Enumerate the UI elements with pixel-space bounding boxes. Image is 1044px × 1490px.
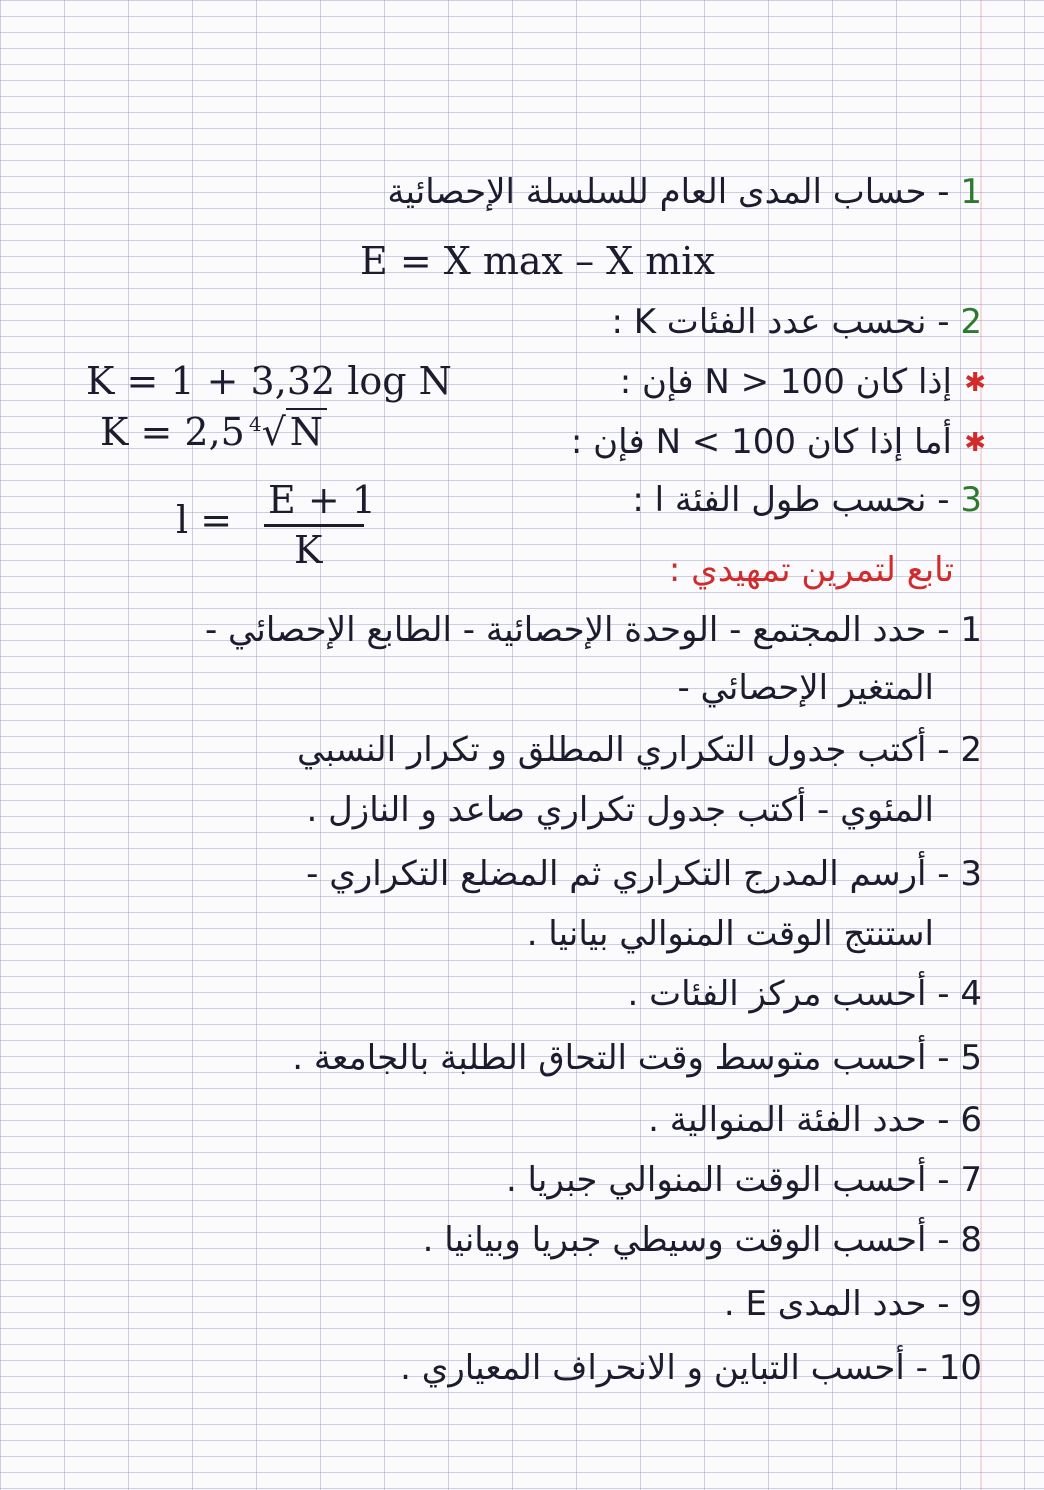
question-text: أحسب متوسط وقت التحاق الطلبة بالجامعة . <box>292 1038 927 1078</box>
heading-3: 3 - نحسب طول الفئة l : <box>632 480 982 520</box>
question-line: 10 - أحسب التباين و الانحراف المعياري . <box>400 1348 982 1388</box>
formula-class-width-lhs: l = <box>176 498 233 542</box>
formula-class-width-denominator: K <box>294 528 323 572</box>
formula-k-sturges: K = 1 + 3,32 log N <box>86 359 452 403</box>
heading-1-number: 1 <box>960 172 982 212</box>
heading-3-number: 3 <box>960 480 982 520</box>
question-text: حدد المجتمع - الوحدة الإحصائية - الطابع الإحصائي - <box>204 610 927 650</box>
question-number: 9 <box>960 1284 982 1324</box>
question-text: أحسب مركز الفئات . <box>627 974 927 1014</box>
question-line: 4 - أحسب مركز الفئات . <box>627 974 982 1014</box>
question-text: استنتج الوقت المنوالي بيانيا . <box>526 914 934 954</box>
formula-k-root: K = 2,5 $^4$√ N <box>100 410 327 454</box>
question-text: أرسم المدرج التكراري ثم المضلع التكراري - <box>306 854 927 894</box>
question-line: 2 - أكتب جدول التكراري المطلق و تكرار النسبي <box>297 730 982 770</box>
question-text: أحسب الوقت وسيطي جبريا وبيانيا . <box>422 1220 927 1260</box>
heading-3-text: نحسب طول الفئة l : <box>632 480 927 520</box>
question-line <box>677 666 934 710</box>
question-text: المئوي - أكتب جدول تكراري صاعد و النازل . <box>306 790 934 830</box>
formula-k-root-index: 4 <box>248 412 262 437</box>
question-line: 9 - حدد المدى E . <box>723 1284 982 1324</box>
heading-2-number: 2 <box>960 302 982 342</box>
condition-1: إذا كان N > 100 فإن : <box>619 362 952 402</box>
question-number: 3 <box>960 854 982 894</box>
question-line: 8 - أحسب الوقت وسيطي جبريا وبيانيا . <box>422 1220 982 1260</box>
question-line: 1 - حدد المجتمع - الوحدة الإحصائية - الطابع الإحصائي - <box>204 610 982 650</box>
formula-class-width-numerator: E + 1 <box>268 478 376 522</box>
question-line: 6 - حدد الفئة المنوالية . <box>648 1100 982 1140</box>
question-line: 5 - أحسب متوسط وقت التحاق الطلبة بالجامعة . <box>292 1038 982 1078</box>
question-number: 8 <box>960 1220 982 1260</box>
condition-2: أما إذا كان N < 100 فإن : <box>570 422 952 462</box>
question-number: 4 <box>960 974 982 1014</box>
question-number: 1 <box>960 610 982 650</box>
question-number: 2 <box>960 730 982 770</box>
heading-2: 2 - نحسب عدد الفئات K : <box>611 302 982 342</box>
heading-1: 1 - حساب المدى العام للسلسلة الإحصائية <box>387 172 982 212</box>
question-number: 5 <box>960 1038 982 1078</box>
question-text: حدد المدى E . <box>723 1284 927 1324</box>
heading-2-text: نحسب عدد الفئات K : <box>611 302 927 342</box>
question-line: 7 - أحسب الوقت المنوالي جبريا . <box>505 1160 982 1200</box>
formula-k-root-radicand: N <box>286 408 327 454</box>
formula-k-root-lhs: K = 2,5 <box>100 410 245 454</box>
question-line <box>527 912 934 956</box>
question-number: 10 <box>938 1348 982 1388</box>
question-text: المتغير الإحصائي - <box>677 668 934 708</box>
question-number: 7 <box>960 1160 982 1200</box>
question-text: حدد الفئة المنوالية . <box>648 1100 927 1140</box>
question-text: أحسب التباين و الانحراف المعياري . <box>400 1348 905 1388</box>
heading-1-text: حساب المدى العام للسلسلة الإحصائية <box>387 172 927 212</box>
question-text: أحسب الوقت المنوالي جبريا . <box>505 1160 927 1200</box>
question-line <box>306 788 934 832</box>
star-icon: ✱ <box>964 368 986 398</box>
exercise-subtitle: تابع لتمرين تمهيدي : <box>668 550 954 590</box>
fraction-bar <box>264 524 364 527</box>
star-icon: ✱ <box>964 428 986 458</box>
question-text: أكتب جدول التكراري المطلق و تكرار النسبي <box>297 730 927 770</box>
question-number: 6 <box>960 1100 982 1140</box>
question-line: 3 - أرسم المدرج التكراري ثم المضلع التكراري - <box>306 854 982 894</box>
formula-range: E = X max – X mix <box>360 239 715 283</box>
